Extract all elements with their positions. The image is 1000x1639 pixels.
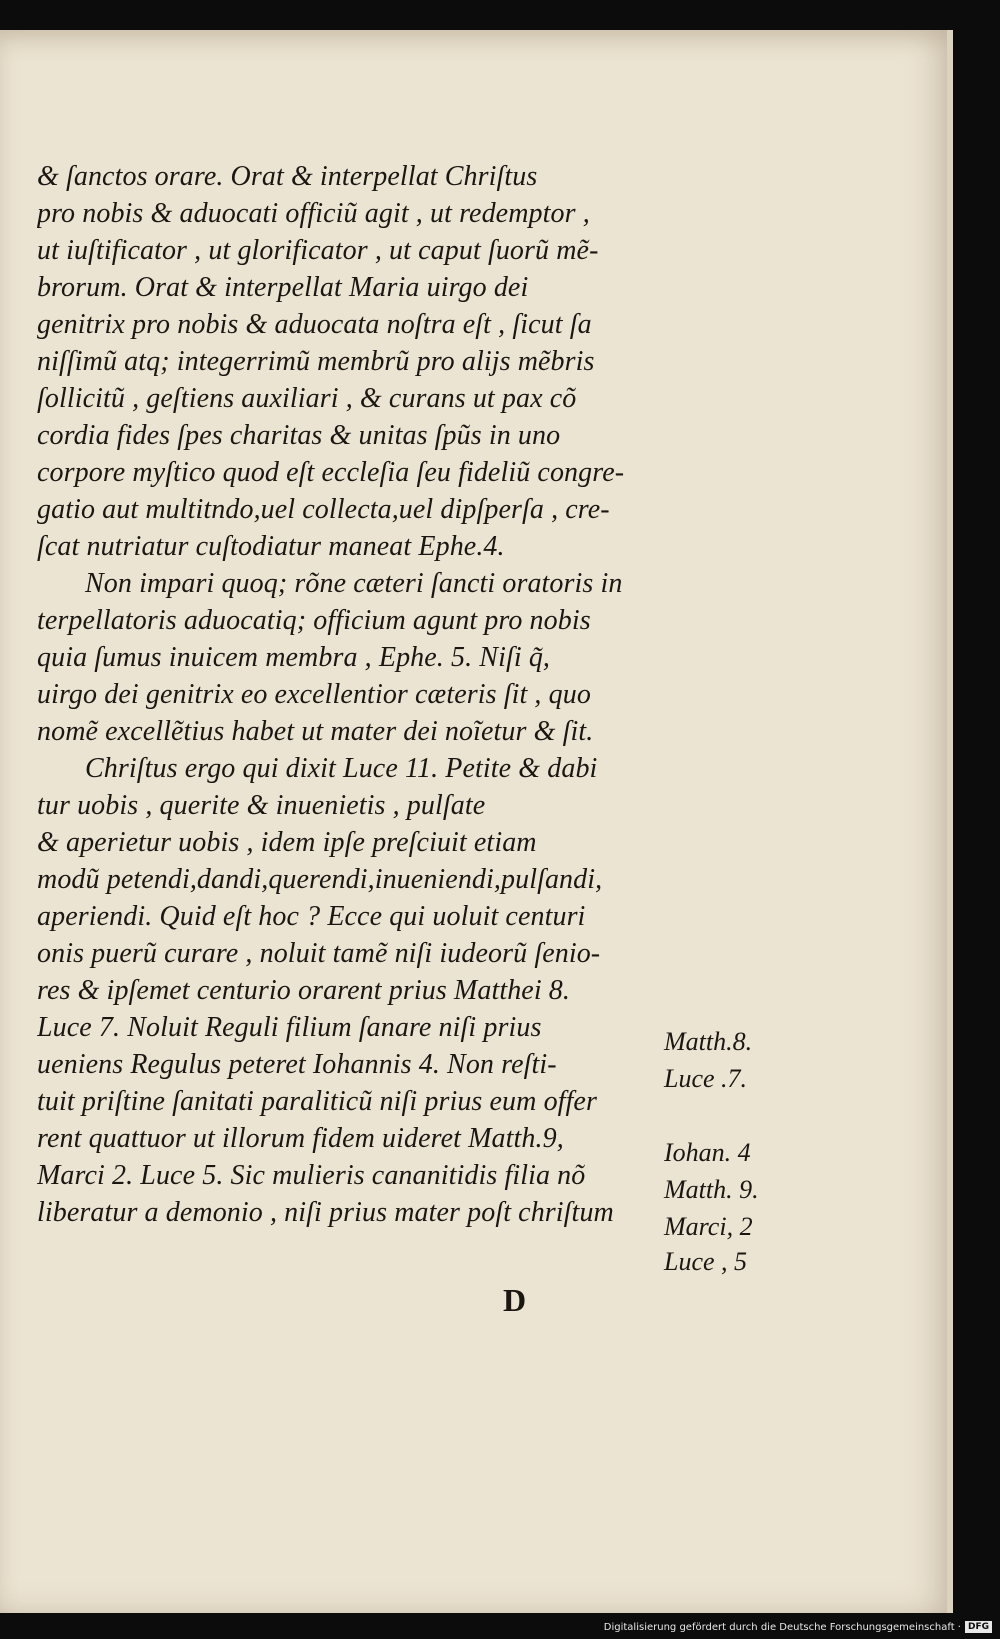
text-line: ut iuſtificator , ut glorificator , ut caput ſuorũ mẽ- xyxy=(37,235,599,266)
margin-note: Luce .7. xyxy=(664,1064,748,1093)
text-line: ueniens Regulus peteret Iohannis 4. Non reſti- xyxy=(37,1049,557,1080)
text-line: Non impari quoq; rõne cæteri ſancti oratoris in xyxy=(85,568,623,599)
text-line: pro nobis & aduocati officiũ agit , ut redemptor , xyxy=(37,198,590,229)
text-line: niſſimũ atq; integerrimũ membrũ pro alijs mẽbris xyxy=(37,346,595,377)
text-line: aperiendi. Quid eſt hoc ? Ecce qui uoluit centuri xyxy=(37,901,586,932)
footer-text: Digitalisierung gefördert durch die Deutsche Forschungsgemeinschaft · xyxy=(603,1621,961,1633)
signature-mark: D xyxy=(503,1282,527,1318)
dfg-logo-icon: DFG xyxy=(965,1621,992,1633)
book-page xyxy=(0,30,953,1613)
digitization-footer xyxy=(604,1619,992,1635)
text-line: gatio aut multitndo,uel collecta,uel dipſperſa , cre- xyxy=(37,494,610,525)
text-line: terpellatoris aduocatiq; officium agunt pro nobis xyxy=(37,605,591,636)
text-line: cordia fides ſpes charitas & unitas ſpũs in uno xyxy=(37,420,561,451)
text-line: ſcat nutriatur cuſtodiatur maneat Ephe.4. xyxy=(37,531,505,562)
text-line: nomẽ excellẽtius habet ut mater dei noĩetur & ſit. xyxy=(37,716,594,747)
text-line: Marci 2. Luce 5. Sic mulieris cananitidis filia nõ xyxy=(37,1160,586,1191)
text-line: modũ petendi,dandi,querendi,inueniendi,pulſandi, xyxy=(37,864,603,895)
text-line: liberatur a demonio , niſi prius mater poſt chriſtum xyxy=(37,1197,614,1228)
text-line: brorum. Orat & interpellat Maria uirgo dei xyxy=(37,272,529,303)
text-line: rent quattuor ut illorum fidem uideret Matth.9, xyxy=(37,1123,564,1154)
text-line: onis puerũ curare , noluit tamẽ niſi iudeorũ ſenio- xyxy=(37,938,601,969)
margin-note: Matth.8. xyxy=(664,1027,753,1056)
text-line: genitrix pro nobis & aduocata noſtra eſt , ſicut ſa xyxy=(37,309,592,340)
text-line: ſollicitũ , geſtiens auxiliari , & curans ut pax cõ xyxy=(37,383,577,414)
page-edge xyxy=(947,30,953,1613)
text-line: corpore myſtico quod eſt eccleſia ſeu fideliũ congre- xyxy=(37,457,625,488)
margin-note: Luce , 5 xyxy=(664,1247,748,1276)
text-line: quia ſumus inuicem membra , Ephe. 5. Niſi q̃, xyxy=(37,642,551,673)
text-line: tuit priſtine ſanitati paraliticũ niſi prius eum offer xyxy=(37,1086,597,1117)
text-line: Luce 7. Noluit Reguli filium ſanare niſi prius xyxy=(37,1012,542,1043)
text-line: uirgo dei genitrix eo excellentior cæteris ſit , quo xyxy=(37,679,591,710)
margin-note: Marci, 2 xyxy=(664,1212,753,1241)
text-line: Chriſtus ergo qui dixit Luce 11. Petite & dabi xyxy=(85,753,598,784)
text-line: & aperietur uobis , idem ipſe preſciuit etiam xyxy=(37,827,537,858)
text-line: tur uobis , querite & inuenietis , pulſate xyxy=(37,790,486,821)
text-line: res & ipſemet centurio orarent prius Matthei 8. xyxy=(37,975,571,1006)
margin-note: Matth. 9. xyxy=(664,1175,759,1204)
text-line: & ſanctos orare. Orat & interpellat Chriſtus xyxy=(37,161,538,192)
margin-note: Iohan. 4 xyxy=(664,1138,751,1167)
